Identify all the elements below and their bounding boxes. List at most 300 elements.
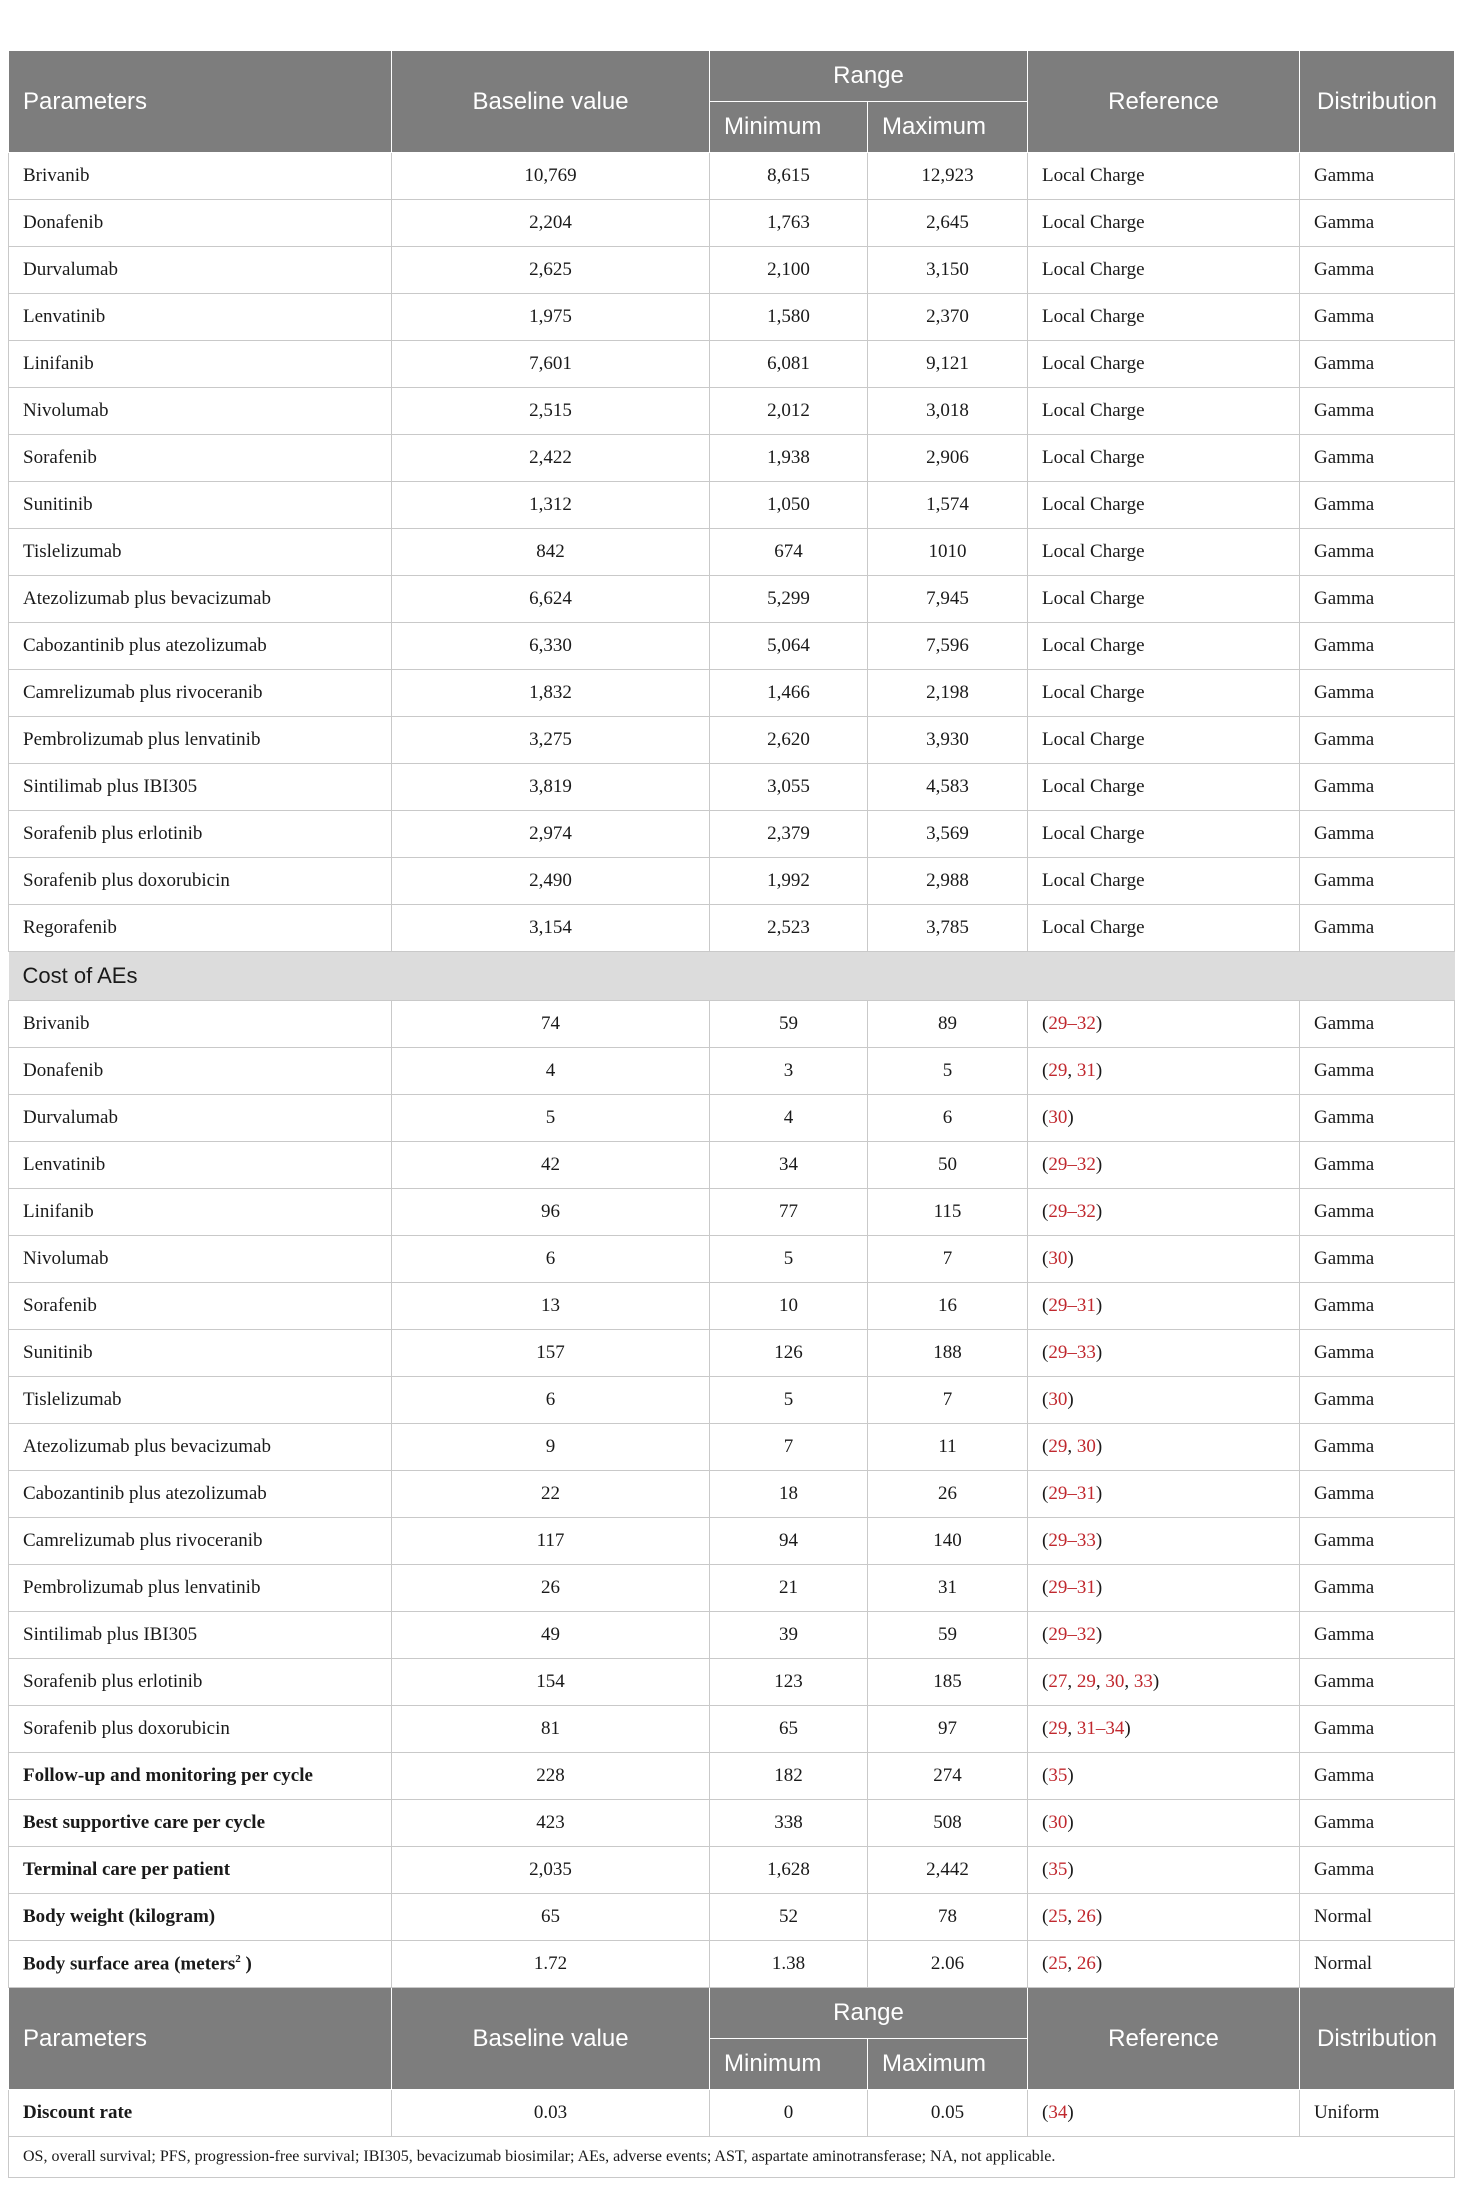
range-maximum: 78 (868, 1894, 1028, 1941)
table-row (9, 1753, 1455, 1800)
col-header-parameters: Parameters (9, 1988, 392, 2090)
table-row (9, 153, 1455, 200)
reference-link[interactable]: 30 (1076, 1436, 1096, 1457)
reference-punct: ) (1067, 1107, 1074, 1128)
range-maximum: 59 (868, 1612, 1028, 1659)
reference-punct: ( (1042, 1483, 1049, 1504)
parameter-name-superscript: 2 (235, 1952, 241, 1965)
reference-punct: ( (1042, 1060, 1049, 1081)
baseline-value: 2,490 (392, 858, 710, 905)
distribution: Gamma (1300, 1706, 1455, 1753)
reference-cell (1028, 1001, 1300, 1048)
reference-punct: ( (1042, 1154, 1049, 1175)
reference-link[interactable]: 29–32 (1048, 1154, 1096, 1175)
table-row (9, 1612, 1455, 1659)
reference-link[interactable]: 29–31 (1048, 1483, 1096, 1504)
distribution: Gamma (1300, 153, 1455, 200)
reference-punct: ( (1042, 1577, 1049, 1598)
section-title: Cost of AEs (9, 952, 1455, 1001)
reference-cell: Local Charge (1028, 670, 1300, 717)
parameter-name: Sorafenib (9, 1283, 392, 1330)
ae-cost-section (9, 1001, 1455, 1753)
reference-punct: ) (1095, 1577, 1103, 1598)
baseline-value: 2,035 (392, 1847, 710, 1894)
baseline-value: 3,819 (392, 764, 710, 811)
range-maximum: 3,569 (868, 811, 1028, 858)
range-maximum: 16 (868, 1283, 1028, 1330)
table-row (9, 670, 1455, 717)
range-minimum: 94 (710, 1518, 868, 1565)
reference-cell: Local Charge (1028, 435, 1300, 482)
range-maximum: 6 (868, 1095, 1028, 1142)
range-minimum: 1,580 (710, 294, 868, 341)
range-minimum: 59 (710, 1001, 868, 1048)
distribution: Gamma (1300, 1471, 1455, 1518)
reference-cell: Local Charge (1028, 529, 1300, 576)
reference-cell: Local Charge (1028, 482, 1300, 529)
table-row (9, 717, 1455, 764)
distribution: Gamma (1300, 858, 1455, 905)
distribution: Gamma (1300, 529, 1455, 576)
range-minimum: 674 (710, 529, 868, 576)
range-minimum: 5 (710, 1236, 868, 1283)
parameter-name: Cabozantinib plus atezolizumab (9, 1471, 392, 1518)
table-row (9, 1706, 1455, 1753)
reference-cell (1028, 1283, 1300, 1330)
reference-cell: Local Charge (1028, 905, 1300, 952)
reference-cell (1028, 1753, 1300, 1800)
reference-punct: ( (1042, 1201, 1049, 1222)
parameter-name: Pembrolizumab plus lenvatinib (9, 717, 392, 764)
table-row (9, 1471, 1455, 1518)
parameter-name: Durvalumab (9, 1095, 392, 1142)
reference-cell (1028, 1236, 1300, 1283)
reference-punct: ) (1067, 1765, 1074, 1786)
baseline-value: 22 (392, 1471, 710, 1518)
reference-punct: ( (1042, 1013, 1049, 1034)
reference-punct: ( (1042, 1436, 1049, 1457)
parameter-name: Follow-up and monitoring per cycle (9, 1753, 392, 1800)
range-minimum: 7 (710, 1424, 868, 1471)
reference-punct: ( (1042, 1624, 1049, 1645)
table-row (9, 1283, 1455, 1330)
header-row (9, 51, 1455, 102)
reference-link[interactable]: 29–32 (1048, 1013, 1096, 1034)
range-maximum: 7,596 (868, 623, 1028, 670)
parameter-name: Brivanib (9, 1001, 392, 1048)
range-maximum: 89 (868, 1001, 1028, 1048)
baseline-value: 42 (392, 1142, 710, 1189)
baseline-value: 49 (392, 1612, 710, 1659)
range-minimum: 52 (710, 1894, 868, 1941)
distribution: Gamma (1300, 1001, 1455, 1048)
parameter-name: Sintilimab plus IBI305 (9, 1612, 392, 1659)
table-row (9, 435, 1455, 482)
table-row (9, 1095, 1455, 1142)
distribution: Gamma (1300, 1612, 1455, 1659)
parameter-name: Camrelizumab plus rivoceranib (9, 670, 392, 717)
reference-link[interactable]: 35 (1048, 1765, 1068, 1786)
reference-cell (1028, 1142, 1300, 1189)
parameter-name: Sunitinib (9, 1330, 392, 1377)
distribution: Uniform (1300, 2090, 1455, 2137)
parameter-name: Discount rate (9, 2090, 392, 2137)
reference-link[interactable]: 29–31 (1048, 1577, 1096, 1598)
distribution: Gamma (1300, 388, 1455, 435)
reference-cell: Local Charge (1028, 811, 1300, 858)
baseline-value: 842 (392, 529, 710, 576)
reference-punct: ) (1095, 1530, 1103, 1551)
reference-punct: ) (1095, 1295, 1103, 1316)
parameter-name: Tislelizumab (9, 529, 392, 576)
range-minimum: 2,620 (710, 717, 868, 764)
col-header-maximum: Maximum (868, 2039, 1028, 2090)
reference-punct: ( (1042, 1906, 1049, 1927)
distribution: Gamma (1300, 482, 1455, 529)
baseline-value: 65 (392, 1894, 710, 1941)
table-row (9, 341, 1455, 388)
range-minimum: 3 (710, 1048, 868, 1095)
parameter-name: Atezolizumab plus bevacizumab (9, 1424, 392, 1471)
parameter-name: Durvalumab (9, 247, 392, 294)
table-row (9, 1048, 1455, 1095)
distribution: Gamma (1300, 1095, 1455, 1142)
reference-punct: ) (1095, 1906, 1103, 1927)
parameter-name: Sunitinib (9, 482, 392, 529)
reference-punct: ) (1095, 1483, 1103, 1504)
distribution: Gamma (1300, 764, 1455, 811)
baseline-value: 10,769 (392, 153, 710, 200)
baseline-value: 1,312 (392, 482, 710, 529)
distribution: Gamma (1300, 1659, 1455, 1706)
reference-link[interactable]: 29–33 (1048, 1530, 1096, 1551)
reference-punct: ( (1042, 1248, 1049, 1269)
parameter-name: Brivanib (9, 153, 392, 200)
reference-link[interactable]: 35 (1048, 1859, 1068, 1880)
range-maximum: 12,923 (868, 153, 1028, 200)
table-row (9, 1377, 1455, 1424)
reference-link[interactable]: 29–31 (1048, 1295, 1096, 1316)
baseline-value: 0.03 (392, 2090, 710, 2137)
reference-link[interactable]: 30 (1105, 1671, 1125, 1692)
reference-punct: , (1067, 1906, 1077, 1927)
distribution: Gamma (1300, 1800, 1455, 1847)
reference-cell (1028, 1424, 1300, 1471)
reference-cell (1028, 1189, 1300, 1236)
range-minimum: 338 (710, 1800, 868, 1847)
range-minimum: 2,379 (710, 811, 868, 858)
range-maximum: 0.05 (868, 2090, 1028, 2137)
parameter-name: Atezolizumab plus bevacizumab (9, 576, 392, 623)
range-maximum: 3,785 (868, 905, 1028, 952)
range-minimum: 0 (710, 2090, 868, 2137)
ae-section-header (9, 952, 1455, 1001)
distribution: Gamma (1300, 294, 1455, 341)
reference-punct: ) (1067, 1812, 1074, 1833)
baseline-value: 2,422 (392, 435, 710, 482)
range-minimum: 10 (710, 1283, 868, 1330)
table-row (9, 1330, 1455, 1377)
reference-cell (1028, 1612, 1300, 1659)
discount-section (9, 2090, 1455, 2137)
parameter-name: Lenvatinib (9, 294, 392, 341)
baseline-value: 1.72 (392, 1941, 710, 1988)
reference-punct: ) (1095, 1154, 1103, 1175)
reference-link[interactable]: 25 (1048, 1953, 1068, 1974)
baseline-value: 96 (392, 1189, 710, 1236)
range-maximum: 3,150 (868, 247, 1028, 294)
parameter-name: Nivolumab (9, 1236, 392, 1283)
baseline-value: 6 (392, 1236, 710, 1283)
reference-link[interactable]: 30 (1048, 1248, 1068, 1269)
range-minimum: 39 (710, 1612, 868, 1659)
table-row (9, 1565, 1455, 1612)
reference-punct: ( (1042, 2102, 1049, 2123)
table-row (9, 576, 1455, 623)
reference-punct: ) (1095, 1624, 1103, 1645)
reference-punct: ( (1042, 1812, 1049, 1833)
header-row-repeat (9, 1988, 1455, 2039)
range-minimum: 18 (710, 1471, 868, 1518)
range-minimum: 5,299 (710, 576, 868, 623)
range-maximum: 7 (868, 1377, 1028, 1424)
second-header (9, 1988, 1455, 2090)
range-maximum: 274 (868, 1753, 1028, 1800)
table-row (9, 1847, 1455, 1894)
reference-cell: Local Charge (1028, 247, 1300, 294)
reference-link[interactable]: 29 (1048, 1060, 1068, 1081)
baseline-value: 5 (392, 1095, 710, 1142)
range-minimum: 126 (710, 1330, 868, 1377)
baseline-value: 13 (392, 1283, 710, 1330)
parameter-name (9, 1941, 392, 1988)
reference-cell (1028, 1048, 1300, 1095)
distribution: Gamma (1300, 200, 1455, 247)
reference-link[interactable]: 30 (1048, 1389, 1068, 1410)
baseline-value: 1,832 (392, 670, 710, 717)
reference-cell (1028, 1377, 1300, 1424)
reference-cell: Local Charge (1028, 294, 1300, 341)
reference-cell: Local Charge (1028, 576, 1300, 623)
distribution: Gamma (1300, 1565, 1455, 1612)
col-header-range: Range (710, 51, 1028, 102)
distribution: Gamma (1300, 905, 1455, 952)
baseline-value: 2,625 (392, 247, 710, 294)
baseline-value: 1,975 (392, 294, 710, 341)
reference-link[interactable]: 34 (1048, 2102, 1068, 2123)
col-header-distribution: Distribution (1300, 51, 1455, 153)
parameter-name: Cabozantinib plus atezolizumab (9, 623, 392, 670)
reference-punct: ) (1152, 1671, 1160, 1692)
range-minimum: 1,763 (710, 200, 868, 247)
range-minimum: 5 (710, 1377, 868, 1424)
range-maximum: 140 (868, 1518, 1028, 1565)
distribution: Gamma (1300, 435, 1455, 482)
reference-punct: ) (1095, 1436, 1103, 1457)
reference-cell (1028, 1518, 1300, 1565)
footnote-section (9, 2137, 1455, 2178)
range-minimum: 3,055 (710, 764, 868, 811)
reference-cell (1028, 1330, 1300, 1377)
table-row (9, 905, 1455, 952)
distribution: Gamma (1300, 1424, 1455, 1471)
parameter-name: Nivolumab (9, 388, 392, 435)
reference-link[interactable]: 29 (1048, 1718, 1068, 1739)
range-maximum: 7 (868, 1236, 1028, 1283)
reference-link[interactable]: 29–32 (1048, 1201, 1096, 1222)
baseline-value: 26 (392, 1565, 710, 1612)
reference-cell: Local Charge (1028, 764, 1300, 811)
reference-link[interactable]: 29–32 (1048, 1624, 1096, 1645)
baseline-value: 117 (392, 1518, 710, 1565)
range-maximum: 11 (868, 1424, 1028, 1471)
parameter-name: Linifanib (9, 341, 392, 388)
reference-cell (1028, 1941, 1300, 1988)
distribution: Gamma (1300, 1236, 1455, 1283)
baseline-value: 6,330 (392, 623, 710, 670)
reference-cell (1028, 2090, 1300, 2137)
baseline-value: 7,601 (392, 341, 710, 388)
range-maximum: 185 (868, 1659, 1028, 1706)
table-row (9, 294, 1455, 341)
range-maximum: 50 (868, 1142, 1028, 1189)
reference-cell (1028, 1894, 1300, 1941)
parameter-name-tail: ) (240, 1953, 252, 1975)
baseline-value: 3,275 (392, 717, 710, 764)
reference-punct: , (1067, 1436, 1077, 1457)
col-header-baseline: Baseline value (392, 51, 710, 153)
parameter-name: Tislelizumab (9, 1377, 392, 1424)
table-row (9, 1236, 1455, 1283)
reference-link[interactable]: 26 (1076, 1953, 1096, 1974)
parameter-name: Sorafenib plus erlotinib (9, 811, 392, 858)
baseline-value: 2,204 (392, 200, 710, 247)
range-maximum: 3,930 (868, 717, 1028, 764)
baseline-value: 423 (392, 1800, 710, 1847)
footnote-row (9, 2137, 1455, 2178)
reference-cell: Local Charge (1028, 858, 1300, 905)
range-minimum: 4 (710, 1095, 868, 1142)
parameter-name: Best supportive care per cycle (9, 1800, 392, 1847)
col-header-reference: Reference (1028, 51, 1300, 153)
range-minimum: 2,523 (710, 905, 868, 952)
range-minimum: 1,992 (710, 858, 868, 905)
reference-cell: Local Charge (1028, 717, 1300, 764)
range-minimum: 123 (710, 1659, 868, 1706)
table-row (9, 1001, 1455, 1048)
range-maximum: 5 (868, 1048, 1028, 1095)
distribution: Gamma (1300, 1142, 1455, 1189)
distribution: Gamma (1300, 717, 1455, 764)
section-row (9, 952, 1455, 1001)
range-maximum: 115 (868, 1189, 1028, 1236)
table-row (9, 2090, 1455, 2137)
range-minimum: 182 (710, 1753, 868, 1800)
reference-link[interactable]: 33 (1133, 1671, 1153, 1692)
distribution: Normal (1300, 1941, 1455, 1988)
reference-link[interactable]: 30 (1048, 1812, 1068, 1833)
table-row (9, 1518, 1455, 1565)
range-minimum: 5,064 (710, 623, 868, 670)
distribution: Gamma (1300, 670, 1455, 717)
baseline-value: 9 (392, 1424, 710, 1471)
parameters-table-container (8, 50, 1454, 2178)
baseline-value: 2,974 (392, 811, 710, 858)
baseline-value: 228 (392, 1753, 710, 1800)
range-maximum: 2.06 (868, 1941, 1028, 1988)
range-maximum: 188 (868, 1330, 1028, 1377)
col-header-reference: Reference (1028, 1988, 1300, 2090)
reference-punct: , (1124, 1671, 1134, 1692)
table-row (9, 1142, 1455, 1189)
table-row (9, 1894, 1455, 1941)
range-maximum: 7,945 (868, 576, 1028, 623)
reference-link[interactable]: 25 (1048, 1906, 1068, 1927)
table-row (9, 858, 1455, 905)
table-row (9, 200, 1455, 247)
other-parameters-section (9, 1753, 1455, 1988)
range-maximum: 31 (868, 1565, 1028, 1612)
range-minimum: 2,100 (710, 247, 868, 294)
parameters-table (8, 50, 1455, 2178)
range-maximum: 4,583 (868, 764, 1028, 811)
baseline-value: 74 (392, 1001, 710, 1048)
range-minimum: 1,628 (710, 1847, 868, 1894)
distribution: Gamma (1300, 1189, 1455, 1236)
range-minimum: 1,938 (710, 435, 868, 482)
reference-link[interactable]: 30 (1048, 1107, 1068, 1128)
reference-punct: ) (1095, 1953, 1103, 1974)
reference-punct: ) (1067, 1389, 1074, 1410)
baseline-value: 6,624 (392, 576, 710, 623)
range-minimum: 34 (710, 1142, 868, 1189)
reference-punct: ( (1042, 1389, 1049, 1410)
range-minimum: 1,050 (710, 482, 868, 529)
range-minimum: 2,012 (710, 388, 868, 435)
reference-cell: Local Charge (1028, 341, 1300, 388)
reference-link[interactable]: 26 (1076, 1906, 1096, 1927)
reference-punct: ) (1124, 1718, 1131, 1739)
reference-link[interactable]: 29 (1076, 1671, 1096, 1692)
distribution: Gamma (1300, 811, 1455, 858)
parameter-name: Body weight (kilogram) (9, 1894, 392, 1941)
reference-link[interactable]: 29–33 (1048, 1342, 1096, 1363)
parameter-name: Camrelizumab plus rivoceranib (9, 1518, 392, 1565)
parameter-name: Sorafenib plus doxorubicin (9, 1706, 392, 1753)
table-row (9, 529, 1455, 576)
reference-cell: Local Charge (1028, 388, 1300, 435)
range-maximum: 508 (868, 1800, 1028, 1847)
distribution: Gamma (1300, 1330, 1455, 1377)
table-row (9, 764, 1455, 811)
col-header-baseline: Baseline value (392, 1988, 710, 2090)
parameter-name: Sintilimab plus IBI305 (9, 764, 392, 811)
parameter-name: Sorafenib plus erlotinib (9, 1659, 392, 1706)
range-maximum: 2,370 (868, 294, 1028, 341)
reference-link[interactable]: 31 (1076, 1060, 1096, 1081)
range-maximum: 2,988 (868, 858, 1028, 905)
reference-punct: ) (1067, 1248, 1074, 1269)
parameter-name: Sorafenib plus doxorubicin (9, 858, 392, 905)
reference-punct: ) (1095, 1342, 1103, 1363)
distribution: Gamma (1300, 247, 1455, 294)
reference-punct: ) (1067, 1859, 1074, 1880)
range-minimum: 1,466 (710, 670, 868, 717)
reference-link[interactable]: 27 (1048, 1671, 1068, 1692)
reference-link[interactable]: 31–34 (1076, 1718, 1125, 1739)
reference-link[interactable]: 29 (1048, 1436, 1068, 1457)
baseline-value: 157 (392, 1330, 710, 1377)
